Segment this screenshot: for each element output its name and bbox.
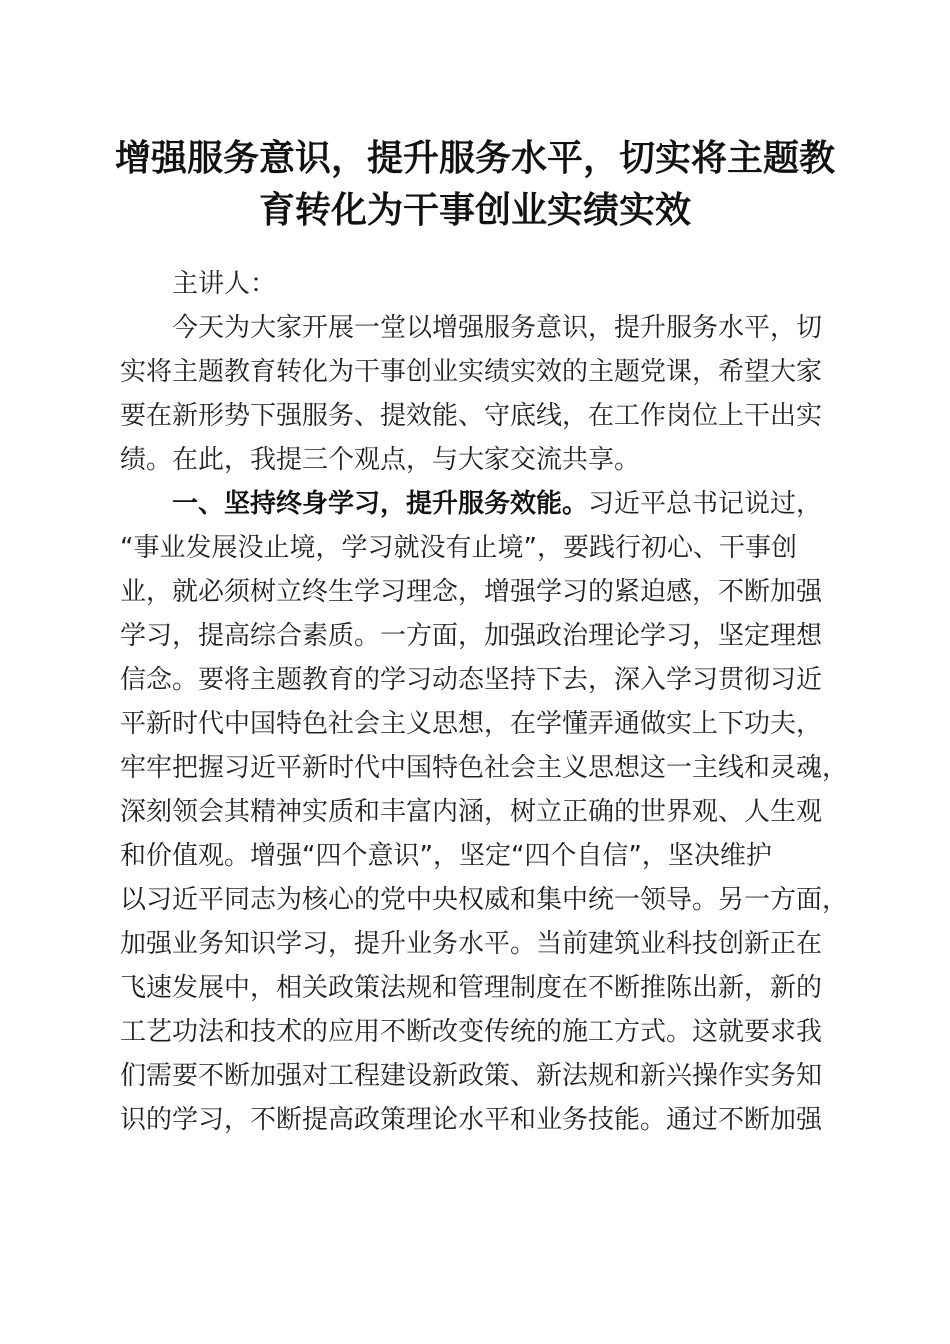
- document-body: [120, 262, 849, 1142]
- intro-line: 今天为大家开展一堂以增强服务意识，提升服务水平，切: [172, 313, 823, 343]
- intro-line: 绩。在此，我提三个观点，与大家交流共享。: [120, 445, 641, 475]
- section-heading-line: [120, 482, 840, 526]
- paragraph-line: 飞速发展中，相关政策法规和管理制度在不断推陈出新，新的: [120, 973, 823, 1003]
- paragraph-line: 平新时代中国特色社会主义思想，在学懂弄通做实上下功夫，: [120, 709, 823, 739]
- paragraph-line: 信念。要将主题教育的学习动态坚持下去，深入学习贯彻习近: [120, 665, 823, 695]
- section-text: 习近平总书记说过，: [588, 489, 823, 519]
- paragraph-line: 业，就必须树立终生学习理念，增强学习的紧迫感，不断加强: [120, 577, 823, 607]
- speaker-label: 主讲人：: [172, 269, 277, 299]
- paragraph-line: 以习近平同志为核心的党中央权威和集中统一领导。另一方面，: [120, 885, 849, 915]
- title-line: 增强服务意识，提升服务水平，切实将主题教: [114, 137, 835, 179]
- paragraph-line: “事业发展没止境，学习就没有止境”，要践行初心、干事创: [120, 533, 797, 563]
- title-line: 育转化为干事创业实绩实效: [258, 189, 691, 231]
- intro-line: 要在新形势下强服务、提效能、守底线，在工作岗位上干出实: [120, 401, 823, 431]
- paragraph-line: 深刻领会其精神实质和丰富内涵，树立正确的世界观、人生观: [120, 797, 823, 827]
- intro-line: 实将主题教育转化为干事创业实绩实效的主题党课，希望大家: [120, 357, 823, 387]
- section-heading: 一、坚持终身学习，提升服务效能。: [172, 489, 589, 519]
- page-title: [80, 132, 870, 236]
- paragraph-line: 学习，提高综合素质。一方面，加强政治理论学习，坚定理想: [120, 621, 823, 651]
- paragraph-line: 工艺功法和技术的应用不断改变传统的施工方式。这就要求我: [120, 1017, 823, 1047]
- paragraph-line: 识的学习，不断提高政策理论水平和业务技能。通过不断加强: [120, 1105, 823, 1135]
- paragraph-line: 牢牢把握习近平新时代中国特色社会主义思想这一主线和灵魂，: [120, 753, 849, 783]
- paragraph-line: 和价值观。增强“四个意识”，坚定“四个自信”，坚决维护: [120, 841, 772, 871]
- paragraph-line: 加强业务知识学习，提升业务水平。当前建筑业科技创新正在: [120, 929, 823, 959]
- paragraph-line: 们需要不断加强对工程建设新政策、新法规和新兴操作实务知: [120, 1061, 823, 1091]
